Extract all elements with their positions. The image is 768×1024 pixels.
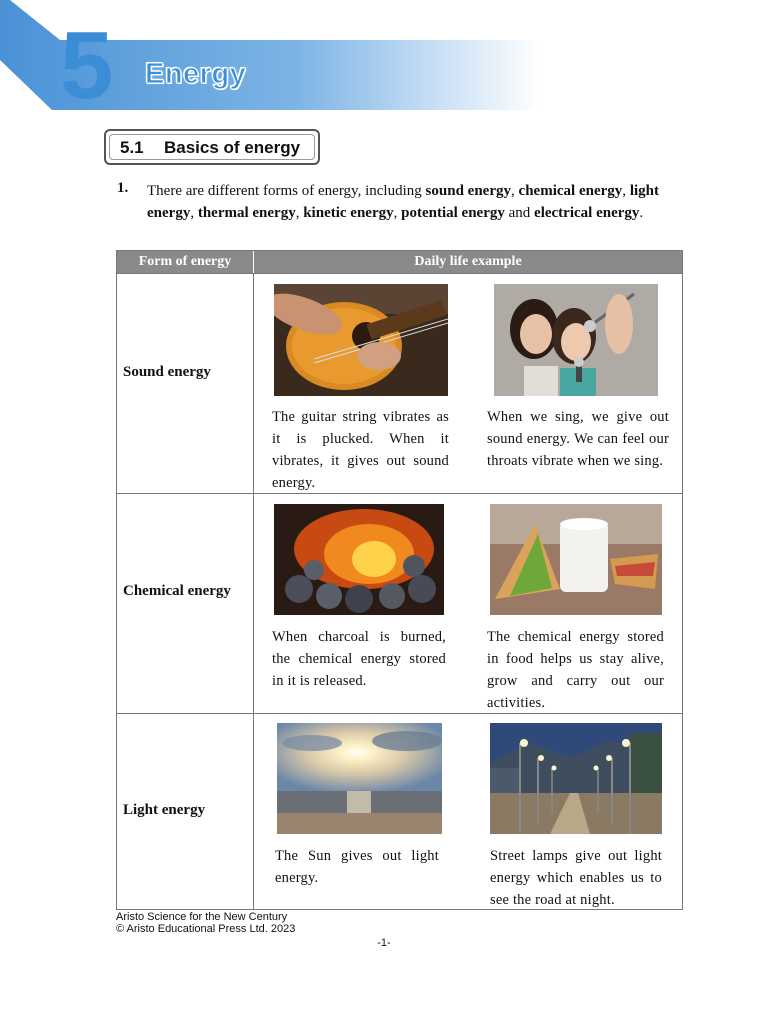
caption-guitar: The guitar string vibrates as it is plucked. When it vibrates, it gives out sound energy. [272,409,449,491]
section-number: 5.1 [120,138,144,157]
sun-photo [277,723,442,834]
caption-singing: When we sing, we give out sound energy. We can feel our throats vibrate when we sing. [487,409,669,469]
table-header-form: Form of energy [117,251,253,273]
row-label-sound: Sound energy [123,364,211,380]
caption-food: The chemical energy stored in food helps us stay alive, grow and carry out our activities. [487,629,664,711]
row-label-light: Light energy [123,802,206,818]
footer-copyright: © Aristo Educational Press Ltd. 2023 [116,923,296,935]
caption-sun: The Sun gives out light energy. [275,848,439,886]
charcoal-photo [274,504,444,615]
energy-table [116,250,683,910]
section-heading [104,129,320,165]
caption-street-lamps: Street lamps give out light energy which enables us to see the road at night. [490,848,662,908]
street-lamps-photo [490,723,662,834]
singing-photo [494,284,658,396]
item-number: 1. [117,180,129,196]
chapter-title: Energy [145,58,247,90]
chapter-number: 5 [60,12,114,119]
section-title: Basics of energy [164,138,301,157]
page-number: -1- [377,937,391,949]
caption-charcoal: When charcoal is burned, the chemical energy stored in it is released. [272,629,446,689]
row-label-chemical: Chemical energy [123,583,231,599]
intro-paragraph: There are different forms of energy, including sound energy, chemical energy, light energy, thermal energy, kinetic energy, potential energy and electrical energy. [147,183,660,221]
guitar-photo [274,284,448,396]
footer-book-title: Aristo Science for the New Century [116,911,288,923]
food-photo [490,504,662,615]
table-header-example: Daily life example [254,251,682,273]
